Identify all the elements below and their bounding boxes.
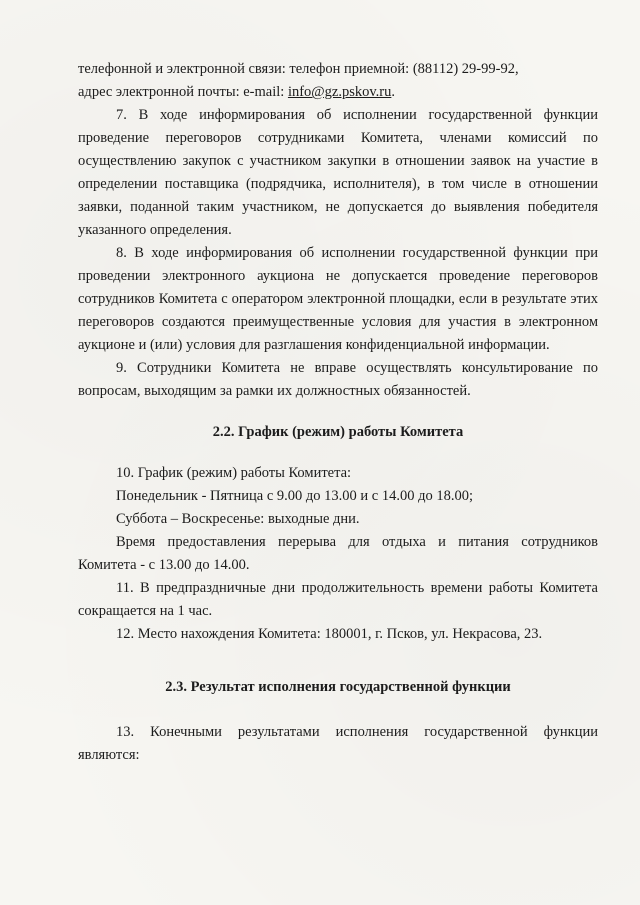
schedule-weekdays: Понедельник - Пятница с 9.00 до 13.00 и с 14.00 до 18.00; [116, 488, 474, 504]
paragraph-12: 12. Место нахождения Комитета: 180001, г. Псков, ул. Некрасова, 23. [116, 626, 543, 642]
section-heading-2-3: 2.3. Результат исполнения государственной функции [165, 679, 511, 695]
schedule-weekend: Суббота – Воскресенье: выходные дни. [116, 511, 360, 527]
paragraph-10: 10. График (режим) работы Комитета: [116, 465, 352, 481]
document-body [78, 58, 598, 767]
spacer [78, 403, 598, 421]
paragraph-9: 9. Сотрудники Комитета не вправе осуществлять консультирование по вопросам, выходящим за рамки их должностных обязанностей. [78, 360, 598, 399]
section-heading-2-2: 2.2. График (режим) работы Комитета [212, 424, 464, 440]
spacer [78, 646, 598, 676]
email-label: адрес электронной почты: e-mail: [78, 84, 288, 100]
break-time: Время предоставления перерыва для отдыха и питания сотрудников Комитета - с 13.00 до 14.00. [78, 534, 598, 573]
email-suffix: . [391, 84, 395, 100]
spacer [78, 444, 598, 462]
paragraph-7: 7. В ходе информирования об исполнении государственной функции проведение переговоров сотрудниками Комитета, членами комиссий по осуществлению закупок с участником закупки в отношении заявок на участие в определении поставщика (подрядчика, исполнителя), в том числе в отношении заявки, поданной таким участником, не допускается до выявления победителя указанного определения. [78, 107, 598, 238]
paragraph-13: 13. Конечными результатами исполнения государственной функции являются: [78, 724, 598, 763]
paragraph-8: 8. В ходе информирования об исполнении государственной функции при проведении электронного аукциона не допускается проведение переговоров сотрудников Комитета с оператором электронной площадки, если в результате этих переговоров создаются преимущественные условия для участия в электронном аукционе и (или) условия для разглашения конфиденциальной информации. [78, 245, 598, 353]
email-link[interactable]: info@gz.pskov.ru [287, 84, 392, 100]
spacer [78, 699, 598, 721]
intro-line-phone: телефонной и электронной связи: телефон приемной: (88112) 29-99-92, [78, 61, 519, 77]
intro-line-email [78, 81, 598, 104]
paragraph-11: 11. В предпраздничные дни продолжительность времени работы Комитета сокращается на 1 час. [78, 580, 598, 619]
